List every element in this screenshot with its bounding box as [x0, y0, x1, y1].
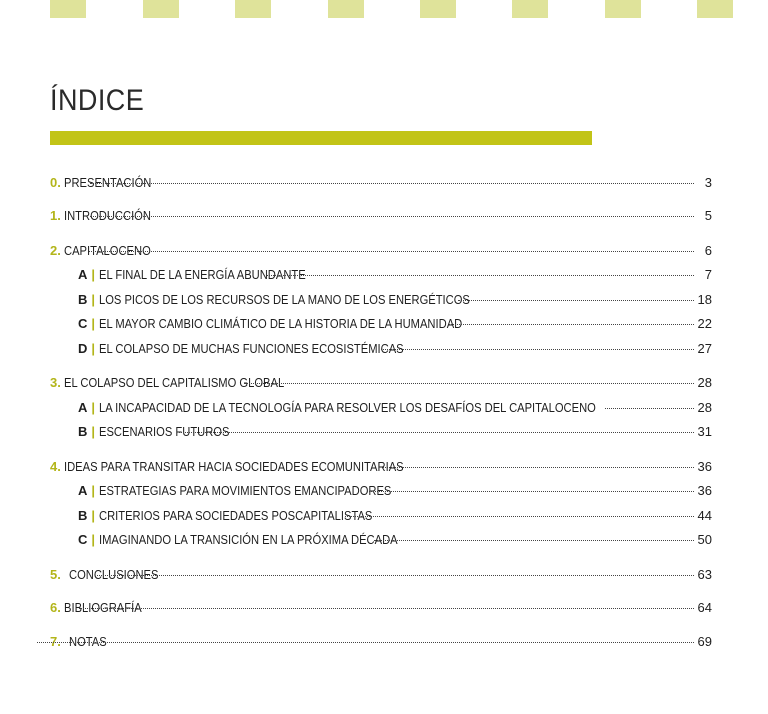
dot-leader	[345, 516, 694, 517]
subsection-letter: A	[78, 400, 88, 415]
page-number: 27	[697, 341, 712, 356]
entry-title: CONCLUSIONES	[68, 567, 159, 582]
page-number: 63	[697, 567, 712, 582]
page-number: 44	[697, 508, 712, 523]
dot-leader	[458, 300, 693, 301]
dot-leader	[381, 349, 693, 350]
entry-title: EL COLAPSO DEL CAPITALISMO GLOBAL	[63, 375, 285, 390]
title-underline-bar	[50, 131, 592, 145]
dot-leader	[605, 408, 694, 409]
toc-entry[interactable]	[50, 633, 712, 651]
page-number: 36	[697, 459, 712, 474]
toc-entry[interactable]	[50, 207, 712, 225]
decor-block	[328, 0, 364, 18]
separator-pipe: |	[91, 316, 96, 331]
section-number: 3.	[50, 375, 61, 390]
section-number: 4.	[50, 459, 61, 474]
dot-leader	[97, 575, 693, 576]
top-decoration	[0, 0, 768, 18]
page-number: 18	[697, 292, 712, 307]
separator-pipe: |	[91, 508, 96, 523]
section-number: 0.	[50, 175, 61, 190]
entry-title: ESTRATEGIAS PARA MOVIMIENTOS EMANCIPADORES	[99, 483, 392, 498]
entry-title: CAPITALOCENO	[63, 243, 151, 258]
dot-leader	[367, 491, 694, 492]
subsection-letter: D	[78, 341, 88, 356]
entry-title: LA INCAPACIDAD DE LA TECNOLOGÍA PARA RESOLVER LOS DESAFÍOS DEL CAPITALOCENO	[99, 400, 596, 415]
dot-leader	[37, 642, 693, 643]
toc-subentry[interactable]	[78, 340, 712, 358]
toc-subentry[interactable]	[78, 315, 712, 333]
decor-block	[512, 0, 548, 18]
entry-title: EL COLAPSO DE MUCHAS FUNCIONES ECOSISTÉMICAS	[99, 341, 404, 356]
entry-title: ESCENARIOS FUTUROS	[99, 424, 230, 439]
entry-title: BIBLIOGRAFÍA	[63, 600, 142, 615]
decor-block	[697, 0, 733, 18]
page-number: 22	[697, 316, 712, 331]
decor-block	[50, 0, 86, 18]
subsection-letter: A	[78, 483, 88, 498]
dot-leader	[79, 608, 694, 609]
section-number: 1.	[50, 208, 61, 223]
page-number: 28	[697, 400, 712, 415]
separator-pipe: |	[91, 483, 96, 498]
subsection-letter: A	[78, 267, 88, 282]
toc-entry[interactable]	[50, 242, 712, 260]
separator-pipe: |	[91, 424, 96, 439]
separator-pipe: |	[91, 400, 96, 415]
entry-title: IDEAS PARA TRANSITAR HACIA SOCIEDADES ECOMUNITARIAS	[63, 459, 404, 474]
page-number: 31	[697, 424, 712, 439]
entry-title: EL FINAL DE LA ENERGÍA ABUNDANTE	[99, 267, 306, 282]
page-number: 7	[704, 267, 712, 282]
entry-title: LOS PICOS DE LOS RECURSOS DE LA MANO DE LOS ENERGÉTICOS	[99, 292, 470, 307]
toc-subentry[interactable]	[78, 266, 712, 284]
section-number: 2.	[50, 243, 61, 258]
toc-subentry[interactable]	[78, 482, 712, 500]
entry-title: NOTAS	[68, 634, 107, 649]
page-number: 64	[697, 600, 712, 615]
toc-subentry[interactable]	[78, 507, 712, 525]
decor-block	[235, 0, 271, 18]
toc-entry[interactable]	[50, 174, 712, 192]
dot-leader	[90, 216, 694, 217]
page-number: 6	[704, 243, 712, 258]
toc-subentry[interactable]	[78, 423, 712, 441]
separator-pipe: |	[91, 292, 96, 307]
entry-title: INTRODUCCIÓN	[63, 208, 151, 223]
page-number: 28	[697, 375, 712, 390]
subsection-letter: C	[78, 316, 88, 331]
toc-entry[interactable]	[50, 566, 712, 584]
toc-entry[interactable]	[50, 374, 712, 392]
dot-leader	[90, 183, 694, 184]
entry-title: IMAGINANDO LA TRANSICIÓN EN LA PRÓXIMA DÉCADA	[99, 532, 398, 547]
page-number: 3	[704, 175, 712, 190]
toc-subentry[interactable]	[78, 531, 712, 549]
page-number: 69	[697, 634, 712, 649]
entry-title: EL MAYOR CAMBIO CLIMÁTICO DE LA HISTORIA DE LA HUMANIDAD	[99, 316, 463, 331]
dot-leader	[374, 540, 693, 541]
subsection-letter: B	[78, 424, 88, 439]
decor-block	[420, 0, 456, 18]
separator-pipe: |	[91, 532, 96, 547]
subsection-letter: C	[78, 532, 88, 547]
page-number: 5	[704, 208, 712, 223]
dot-leader	[244, 383, 693, 384]
page-number: 50	[697, 532, 712, 547]
toc-entry[interactable]	[50, 458, 712, 476]
dot-leader	[383, 467, 693, 468]
separator-pipe: |	[91, 267, 96, 282]
entry-title: CRITERIOS PARA SOCIEDADES POSCAPITALISTAS	[99, 508, 373, 523]
dot-leader	[267, 275, 694, 276]
decor-block	[143, 0, 179, 18]
toc-entry[interactable]	[50, 599, 712, 617]
subsection-letter: B	[78, 508, 88, 523]
entry-title: PRESENTACIÓN	[63, 175, 152, 190]
section-number: 5.	[50, 567, 61, 582]
dot-leader	[449, 324, 693, 325]
dot-leader	[179, 432, 694, 433]
page-number: 36	[697, 483, 712, 498]
dot-leader	[89, 251, 694, 252]
section-number: 6.	[50, 600, 61, 615]
decor-block	[605, 0, 641, 18]
page-title: ÍNDICE	[50, 84, 145, 117]
toc-subentry[interactable]	[78, 399, 712, 417]
subsection-letter: B	[78, 292, 88, 307]
section-number: 7.	[50, 634, 61, 649]
separator-pipe: |	[91, 341, 96, 356]
toc-subentry[interactable]	[78, 291, 712, 309]
